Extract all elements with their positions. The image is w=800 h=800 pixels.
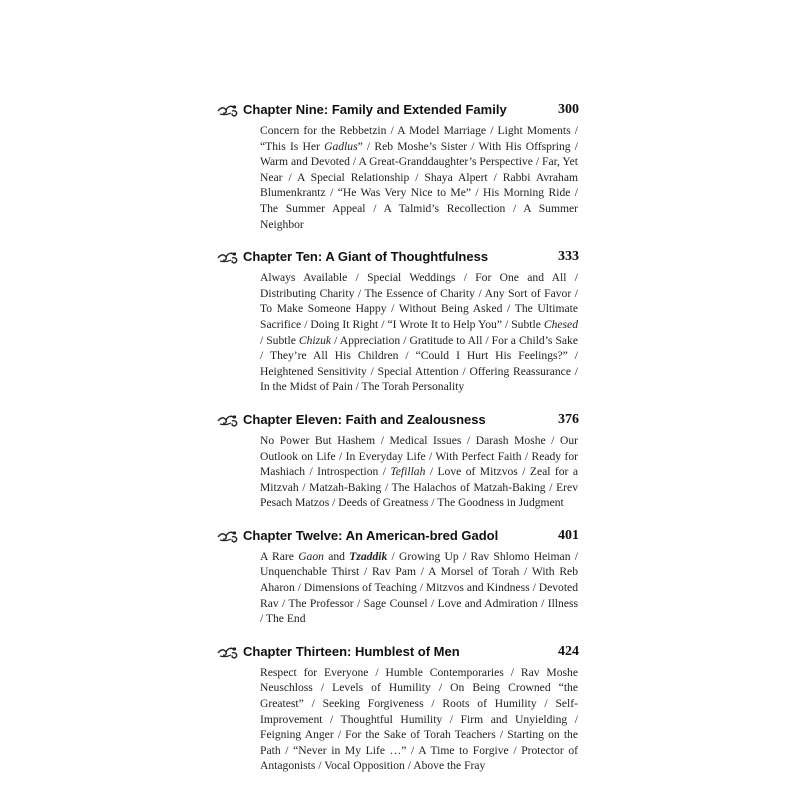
scroll-ornament-icon [217,102,239,118]
chapter-title: Chapter Eleven: Faith and Zealousness [243,411,486,427]
chapter-heading [217,100,579,120]
chapter-entry [217,100,579,232]
chapter-entry [217,247,579,395]
chapter-entry [217,410,579,511]
chapter-heading [217,526,579,546]
chapter-title: Chapter Twelve: An American-bred Gadol [243,527,499,543]
chapter-heading [217,410,579,430]
scroll-ornament-icon [217,528,239,544]
chapter-topics: Concern for the Rebbetzin / A Model Marriage / Light Moments / “This Is Her Gadlus” / Reb Moshe’s Sister / With His Offspring / Warm and Devoted / A Great-Granddaughter’s Perspective / Far, Yet Near / A Special Relationship / Shaya Alpert / Rabbi Avraham Blumenkrantz / “He Was Very Nice to Me” / His Morning Ride / The Summer Appeal / A Talmid’s Recollection / A Summer Neighbor [260,124,578,231]
chapter-heading [217,642,579,662]
chapter-page-number: 401 [558,527,579,543]
chapter-heading [217,247,579,267]
scroll-ornament-icon [217,249,239,265]
chapter-entry [217,642,579,774]
chapter-topics: Always Available / Special Weddings / For One and All / Distributing Charity / The Essence of Charity / Any Sort of Favor / To Make Someone Happy / Without Being Asked / The Ultimate Sacrifice / Doing It Right / “I Wrote It to Help You” / Subtle Chesed / Subtle Chizuk / Appreciation / Gratitude to All / For a Child’s Sake / They’re All His Children / “Could I Hurt His Feelings?” / Heightened Sensitivity / Special Attention / Offering Reassurance / In the Midst of Pain / The Torah Personality [260,271,578,394]
scroll-ornament-icon [217,644,239,660]
chapter-title: Chapter Nine: Family and Extended Family [243,102,507,117]
chapter-topics: No Power But Hashem / Medical Issues / Darash Moshe / Our Outlook on Life / In Everyday Life / With Perfect Faith / Ready for Mashiach / Introspection / Tefillah / Love of Mitzvos / Zeal for a Mitzvah / Matzah-Baking / The Halachos of Matzah-Baking / Erev Pesach Matzos / Deeds of Greatness / The Goodness in Judgment [260,433,578,510]
chapter-page-number: 376 [558,411,579,427]
chapter-page-number: 300 [558,102,579,117]
chapter-title: Chapter Thirteen: Humblest of Men [243,643,460,659]
chapter-title: Chapter Ten: A Giant of Thoughtfulness [243,249,489,265]
chapter-page-number: 333 [558,249,579,265]
chapter-topics: Respect for Everyone / Humble Contemporaries / Rav Moshe Neuschloss / Levels of Humility / On Being Crowned “the Greatest” / Seeking Forgiveness / Roots of Humility / Self-Improvement / Thoughtful Humility / Firm and Unyielding / Feigning Anger / For the Sake of Torah Teachers / Starting on the Path / “Never in My Life …” / A Time to Forgive / Protector of Antagonists / Vocal Opposition / Above the Fray [260,665,578,773]
chapter-topics: A Rare Gaon and Tzaddik / Growing Up / Rav Shlomo Heiman / Unquenchable Thirst / Rav Pam / A Morsel of Torah / With Reb Aharon / Dimensions of Teaching / Mitzvos and Kindness / Devoted Rav / The Professor / Sage Counsel / Love and Admiration / Illness / The End [260,549,578,626]
chapter-entry [217,526,579,627]
scroll-ornament-icon [217,412,239,428]
chapter-page-number: 424 [558,643,579,659]
table-of-contents [217,100,579,789]
